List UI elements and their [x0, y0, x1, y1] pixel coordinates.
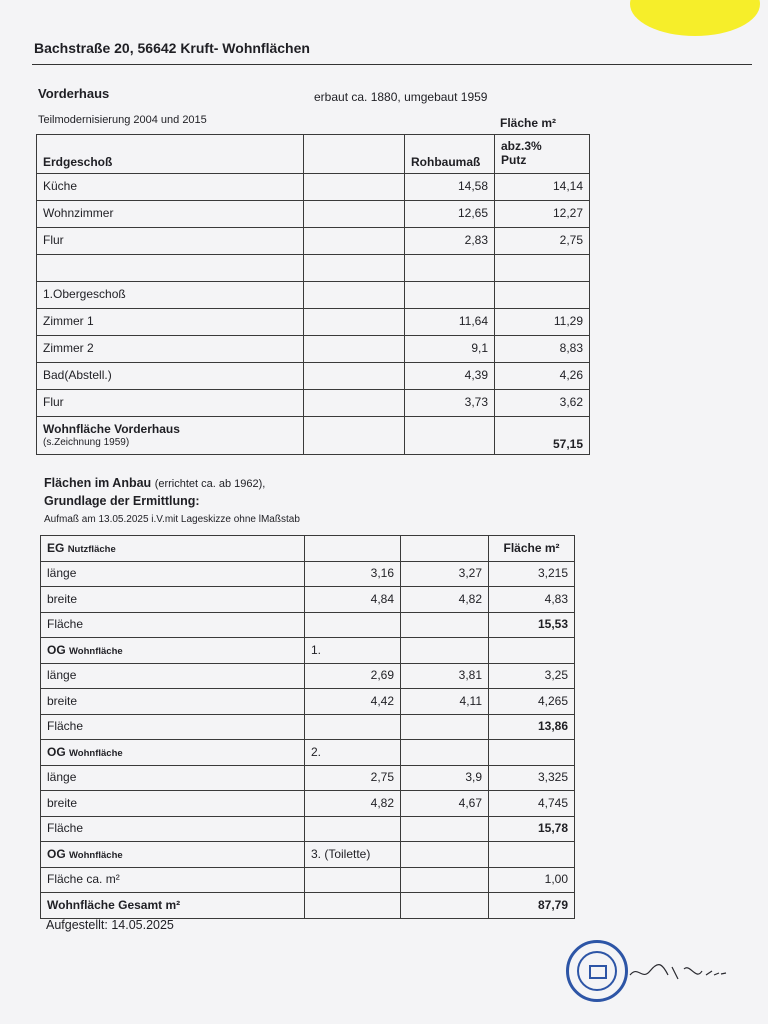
- vorderhaus-row: [37, 228, 590, 255]
- measurement-average: 3,325: [489, 765, 575, 791]
- measurement-label: breite: [41, 791, 305, 817]
- putz-header-line2: Putz: [501, 153, 527, 167]
- vorderhaus-total-row: [37, 417, 590, 455]
- block-title-main: OG: [47, 642, 66, 657]
- block-number: 2.: [305, 740, 401, 766]
- empty-cell: [304, 282, 405, 309]
- putz-value: 3,62: [495, 390, 590, 417]
- block-number: 1.: [305, 638, 401, 664]
- anbau-block-title-row: [41, 842, 575, 868]
- area-value: 15,53: [489, 612, 575, 638]
- vorderhaus-total-label: Wohnfläche Vorderhaus: [43, 421, 180, 436]
- measurement-b: 3,27: [401, 561, 489, 587]
- anbau-block-title-row: [41, 536, 575, 562]
- empty-cell: [401, 816, 489, 842]
- vorderhaus-row: [37, 174, 590, 201]
- room-label: Küche: [37, 174, 304, 201]
- empty-cell: [401, 714, 489, 740]
- toilet-area-value: 1,00: [489, 867, 575, 893]
- empty-cell: [304, 255, 405, 282]
- prepared-date: Aufgestellt: 14.05.2025: [46, 918, 174, 932]
- block-column-header: [489, 638, 575, 664]
- rohbau-value: 4,39: [405, 363, 495, 390]
- empty-cell: [304, 309, 405, 336]
- rohbau-value: 11,64: [405, 309, 495, 336]
- measurement-label: länge: [41, 561, 305, 587]
- rohbau-value: 9,1: [405, 336, 495, 363]
- empty-cell: [304, 174, 405, 201]
- measurement-label: länge: [41, 663, 305, 689]
- measurement-row: [41, 765, 575, 791]
- vorderhaus-row: [37, 390, 590, 417]
- room-label: Zimmer 1: [37, 309, 304, 336]
- room-label: Bad(Abstell.): [37, 363, 304, 390]
- measurement-a: 4,82: [305, 791, 401, 817]
- measurement-label: länge: [41, 765, 305, 791]
- measurement-average: 4,83: [489, 587, 575, 613]
- yellow-highlight-mark: [630, 0, 760, 36]
- measurement-b: 3,9: [401, 765, 489, 791]
- block-title-main: OG: [47, 846, 66, 861]
- putz-value: 4,26: [495, 363, 590, 390]
- measurement-label: breite: [41, 587, 305, 613]
- grand-total-label: Wohnfläche Gesamt m²: [41, 893, 305, 919]
- measurement-a: 4,42: [305, 689, 401, 715]
- putz-header-line1: abz.3%: [501, 139, 542, 154]
- room-label: Flur: [37, 390, 304, 417]
- rohbau-value: [405, 282, 495, 309]
- vorderhaus-total-note: (s.Zeichnung 1959): [43, 436, 130, 448]
- anbau-block-title-row: [41, 638, 575, 664]
- empty-cell: [305, 612, 401, 638]
- measurement-row: [41, 561, 575, 587]
- block-number: 3. (Toilette): [305, 842, 401, 868]
- block-title-small: Wohnfläche: [69, 645, 123, 657]
- block-title-main: OG: [47, 744, 66, 759]
- toilet-area-row: [41, 867, 575, 893]
- block-title-cell: [41, 536, 305, 562]
- empty-cell: [304, 363, 405, 390]
- block-title-cell: [41, 638, 305, 664]
- vorderhaus-row: [37, 363, 590, 390]
- grand-total-value: 87,79: [489, 893, 575, 919]
- empty-cell: [401, 842, 489, 868]
- ground-floor-label: Erdgeschoß: [37, 135, 304, 174]
- empty-cell: [305, 893, 401, 919]
- block-title-small: Nutzfläche: [67, 543, 116, 555]
- empty-cell: [304, 336, 405, 363]
- measurement-b: 4,67: [401, 791, 489, 817]
- empty-cell: [304, 390, 405, 417]
- measurement-row: [41, 587, 575, 613]
- block-title-cell: [41, 842, 305, 868]
- area-value: 15,78: [489, 816, 575, 842]
- measurement-row: [41, 791, 575, 817]
- putz-value: 12,27: [495, 201, 590, 228]
- measurement-average: 4,745: [489, 791, 575, 817]
- room-label: Zimmer 2: [37, 336, 304, 363]
- measurement-average: 4,265: [489, 689, 575, 715]
- vorderhaus-row: [37, 255, 590, 282]
- area-row: [41, 816, 575, 842]
- anbau-heading-line: [44, 476, 265, 490]
- putz-column-header: [495, 135, 590, 174]
- putz-value: [495, 255, 590, 282]
- measurement-a: 2,69: [305, 663, 401, 689]
- measurement-a: 2,75: [305, 765, 401, 791]
- empty-cell: [401, 638, 489, 664]
- measurement-a: 4,84: [305, 587, 401, 613]
- anbau-basis: Grundlage der Ermittlung:: [44, 494, 200, 508]
- block-column-header: [489, 842, 575, 868]
- empty-cell: [305, 867, 401, 893]
- empty-cell: [305, 714, 401, 740]
- empty-cell: [401, 612, 489, 638]
- area-row: [41, 612, 575, 638]
- vorderhaus-row: [37, 201, 590, 228]
- grand-total-row: [41, 893, 575, 919]
- area-row: [41, 714, 575, 740]
- anbau-table: [40, 535, 575, 919]
- rohbau-value: 14,58: [405, 174, 495, 201]
- area-label: Fläche: [41, 714, 305, 740]
- empty-cell: [405, 417, 495, 455]
- measurement-a: 3,16: [305, 561, 401, 587]
- putz-value: 8,83: [495, 336, 590, 363]
- measurement-row: [41, 689, 575, 715]
- toilet-area-label: Fläche ca. m²: [41, 867, 305, 893]
- block-title-small: Wohnfläche: [69, 849, 123, 861]
- block-column-header: [489, 740, 575, 766]
- room-label: Flur: [37, 228, 304, 255]
- measurement-b: 3,81: [401, 663, 489, 689]
- empty-cell: [305, 816, 401, 842]
- empty-cell: [401, 867, 489, 893]
- vorderhaus-heading: Vorderhaus: [38, 86, 110, 101]
- measurement-b: 4,82: [401, 587, 489, 613]
- rohbau-column-header: Rohbaumaß: [405, 135, 495, 174]
- measurement-average: 3,25: [489, 663, 575, 689]
- block-title-main: EG: [47, 540, 65, 555]
- block-number: [305, 536, 401, 562]
- block-column-header: Fläche m²: [489, 536, 575, 562]
- rohbau-value: 3,73: [405, 390, 495, 417]
- handwritten-signature-icon: [628, 955, 728, 985]
- putz-value: [495, 282, 590, 309]
- room-label: Wohnzimmer: [37, 201, 304, 228]
- area-label: Fläche: [41, 612, 305, 638]
- area-label: Fläche: [41, 816, 305, 842]
- rohbau-value: [405, 255, 495, 282]
- empty-cell: [401, 536, 489, 562]
- vorderhaus-table: [36, 134, 590, 455]
- measurement-b: 4,11: [401, 689, 489, 715]
- vorderhaus-built-note: erbaut ca. 1880, umgebaut 1959: [314, 90, 488, 104]
- vorderhaus-area-header: Fläche m²: [500, 116, 557, 130]
- anbau-aufmass-note: Aufmaß am 13.05.2025 i.V.mit Lageskizze ohne lMaßstab: [44, 514, 300, 525]
- anbau-heading-note: (errichtet ca. ab 1962),: [154, 478, 266, 490]
- rohbau-value: 12,65: [405, 201, 495, 228]
- vorderhaus-row: [37, 282, 590, 309]
- title-underline: [32, 64, 752, 65]
- measurement-label: breite: [41, 689, 305, 715]
- block-title-cell: [41, 740, 305, 766]
- anbau-block-title-row: [41, 740, 575, 766]
- area-value: 13,86: [489, 714, 575, 740]
- vorderhaus-row: [37, 336, 590, 363]
- seal-stamp-icon: [566, 940, 628, 1002]
- empty-cell: [304, 417, 405, 455]
- document-title: Bachstraße 20, 56642 Kruft- Wohnflächen: [34, 40, 310, 56]
- vorderhaus-total-value: 57,15: [495, 417, 590, 455]
- anbau-heading: Flächen im Anbau: [44, 476, 152, 490]
- putz-value: 14,14: [495, 174, 590, 201]
- vorderhaus-total-label-cell: [37, 417, 304, 455]
- vorderhaus-modernisation-note: Teilmodernisierung 2004 und 2015: [38, 114, 207, 126]
- rohbau-value: 2,83: [405, 228, 495, 255]
- room-label: [37, 255, 304, 282]
- putz-value: 11,29: [495, 309, 590, 336]
- empty-cell: [401, 740, 489, 766]
- room-label: 1.Obergeschoß: [37, 282, 304, 309]
- empty-cell: [304, 201, 405, 228]
- empty-cell: [304, 228, 405, 255]
- block-title-small: Wohnfläche: [69, 747, 123, 759]
- vorderhaus-header-row: [37, 135, 590, 174]
- putz-value: 2,75: [495, 228, 590, 255]
- measurement-average: 3,215: [489, 561, 575, 587]
- measurement-row: [41, 663, 575, 689]
- empty-cell: [304, 135, 405, 174]
- vorderhaus-row: [37, 309, 590, 336]
- empty-cell: [401, 893, 489, 919]
